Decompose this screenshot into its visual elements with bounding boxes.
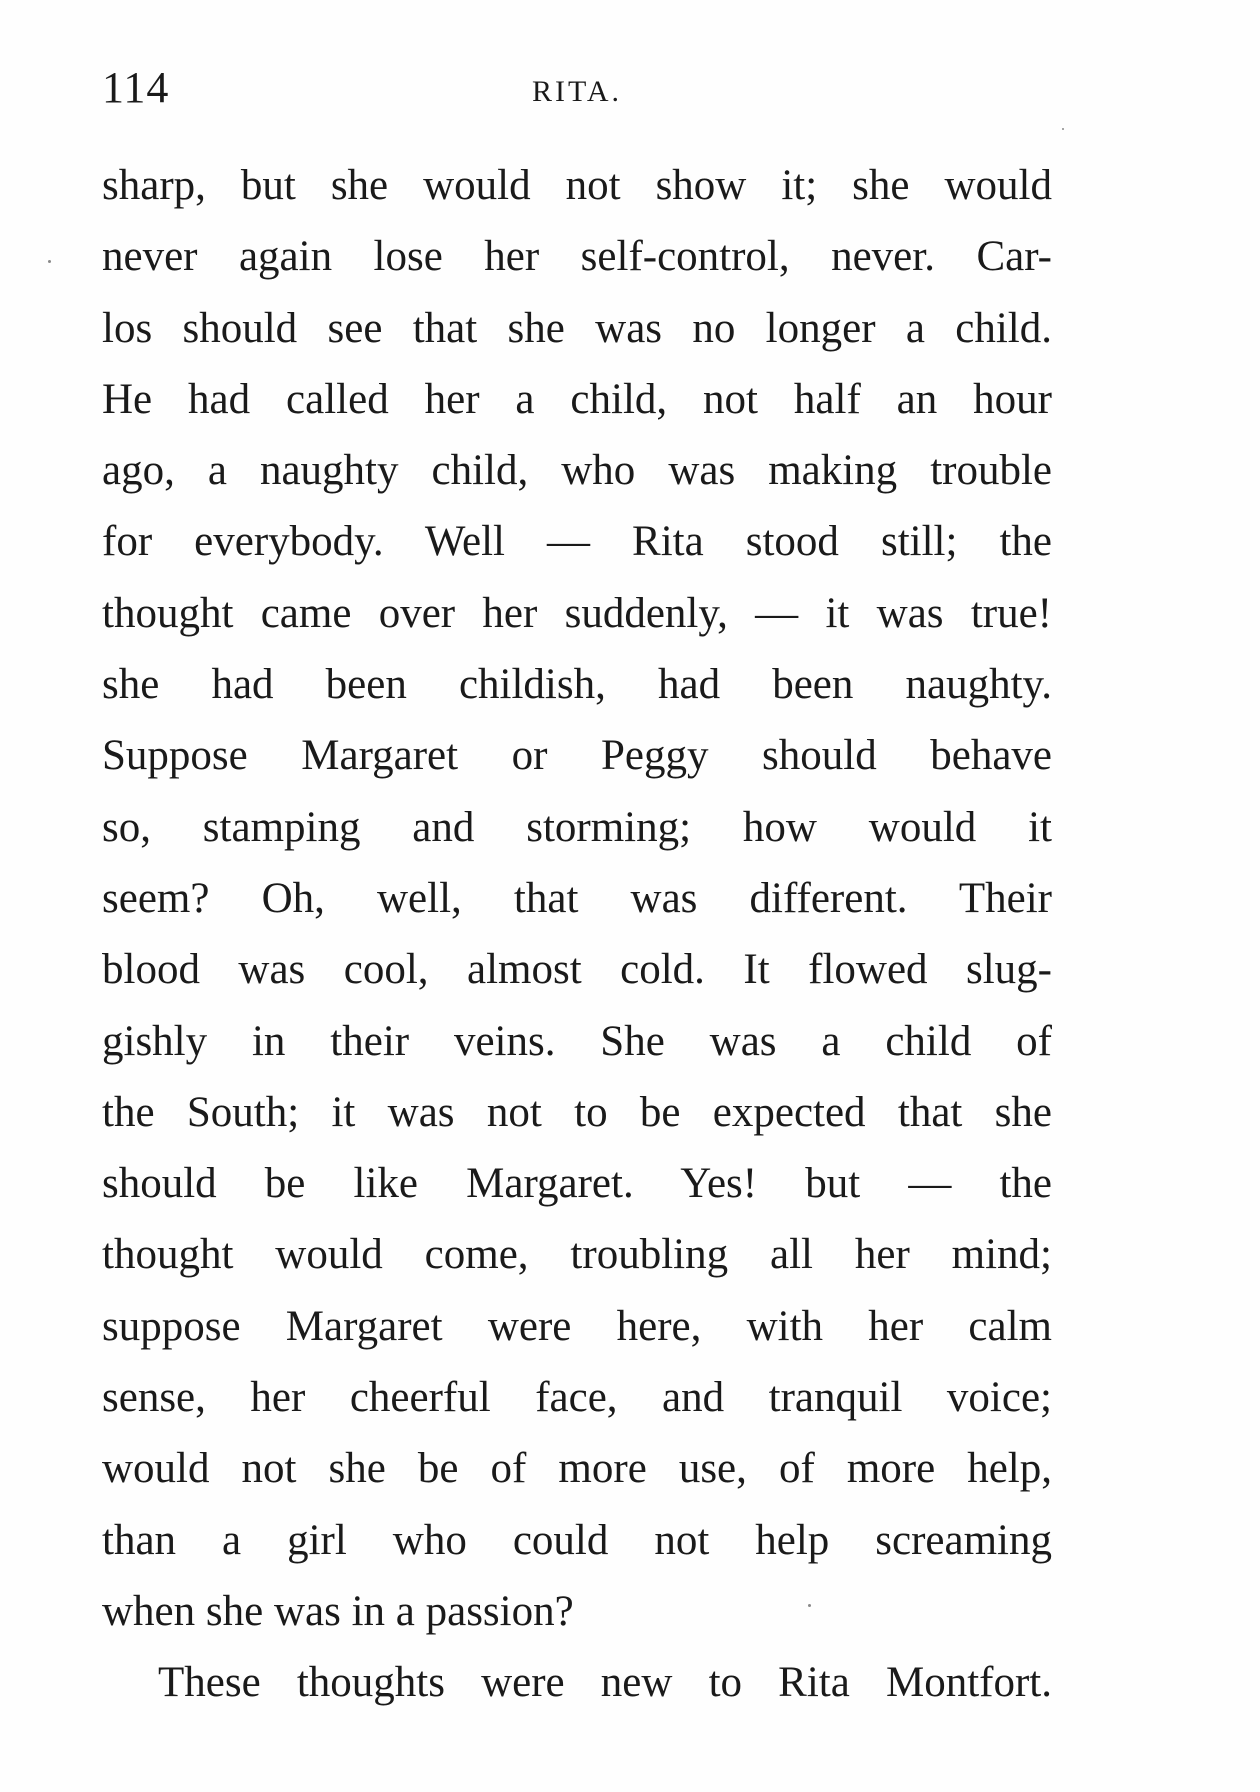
- text-line: never again lose her self-control, never. Car-: [102, 233, 1052, 281]
- paper-speck: [1062, 128, 1064, 130]
- text-line: thought would come, troubling all her mind;: [102, 1231, 1052, 1279]
- text-line: for everybody. Well — Rita stood still; the: [102, 518, 1052, 566]
- text-line: blood was cool, almost cold. It flowed slug-: [102, 946, 1052, 994]
- text-line: los should see that she was no longer a child.: [102, 304, 1052, 352]
- text-line: seem? Oh, well, that was different. Their: [102, 874, 1052, 922]
- text-line: suppose Margaret were here, with her calm: [102, 1302, 1052, 1350]
- text-line: He had called her a child, not half an hour: [102, 375, 1052, 423]
- paragraph: [102, 1647, 1052, 1718]
- text-line: ago, a naughty child, who was making trouble: [102, 447, 1052, 495]
- text-line: the South; it was not to be expected that she: [102, 1088, 1052, 1136]
- text-line: These thoughts were new to Rita Montfort.: [158, 1659, 1052, 1707]
- paper-speck: [808, 1604, 811, 1607]
- text-line: should be like Margaret. Yes! but — the: [102, 1160, 1052, 1208]
- text-line: than a girl who could not help screaming: [102, 1516, 1052, 1564]
- text-line: sharp, but she would not show it; she would: [102, 162, 1052, 209]
- text-line: sense, her cheerful face, and tranquil voice;: [102, 1374, 1052, 1422]
- text-line: thought came over her suddenly, — it was true!: [102, 589, 1052, 637]
- text-line: she had been childish, had been naughty.: [102, 661, 1052, 709]
- text-line: when she was in a passion?: [102, 1587, 574, 1635]
- running-head: RITA.: [531, 75, 623, 108]
- text-line: Suppose Margaret or Peggy should behave: [102, 732, 1052, 780]
- text-line: so, stamping and storming; how would it: [102, 803, 1052, 851]
- paragraph: [102, 150, 1052, 1647]
- body-text: [102, 150, 1052, 1719]
- page-header: [102, 58, 1052, 118]
- text-line: would not she be of more use, of more help,: [102, 1445, 1052, 1493]
- page-number: 114: [102, 63, 170, 112]
- paper-speck: [48, 260, 51, 263]
- text-line: gishly in their veins. She was a child of: [102, 1017, 1052, 1065]
